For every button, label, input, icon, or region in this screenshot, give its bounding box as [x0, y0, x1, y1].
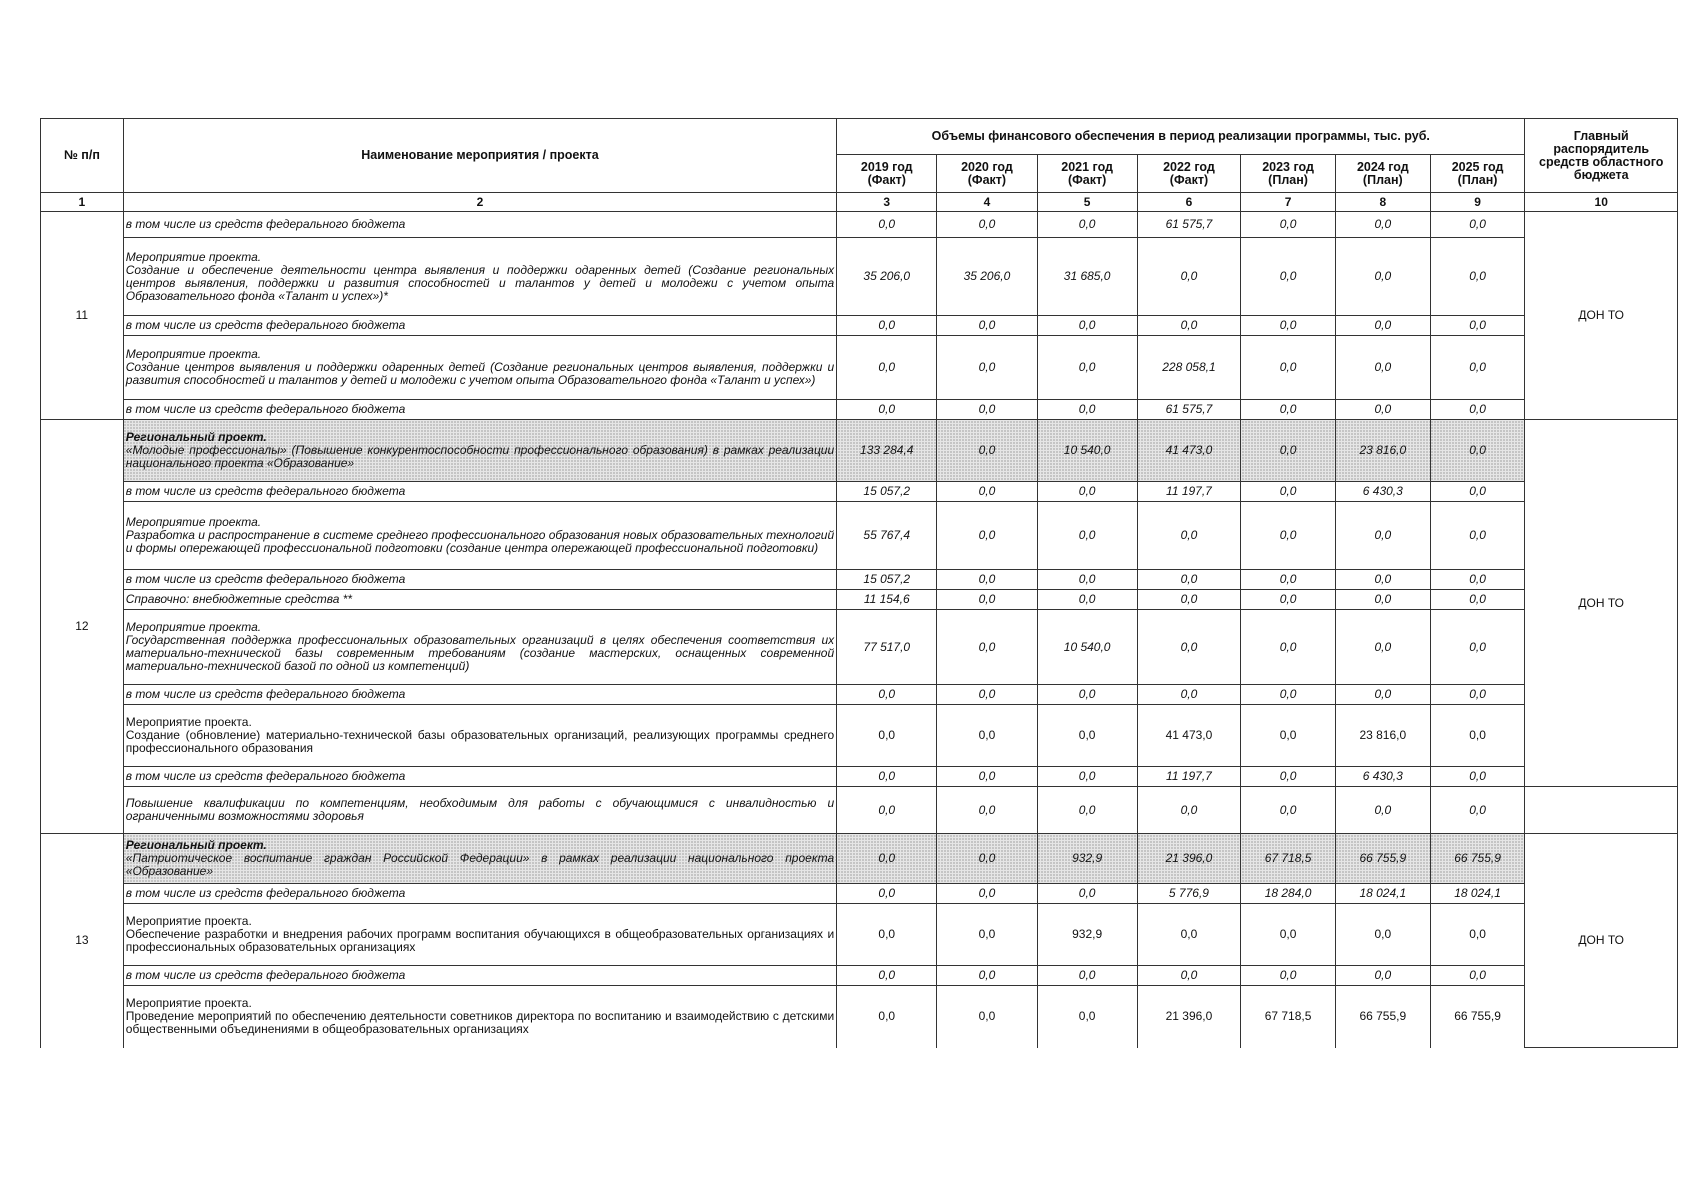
value-cell: 0,0	[1241, 502, 1336, 570]
value-cell: 0,0	[1241, 685, 1336, 705]
value-cell: 0,0	[937, 966, 1037, 986]
value-cell: 0,0	[1430, 966, 1525, 986]
row-name	[123, 482, 836, 502]
table-row	[41, 610, 1678, 685]
value-cell: 0,0	[1137, 787, 1240, 834]
header-col-name: Наименование мероприятия / проекта	[123, 119, 836, 193]
value-cell: 228 058,1	[1137, 336, 1240, 400]
row-name	[123, 884, 836, 904]
value-cell: 0,0	[1430, 502, 1525, 570]
column-number-8: 8	[1335, 193, 1430, 212]
row-description: в том числе из средств федерального бюджета	[125, 687, 406, 701]
table-row	[41, 482, 1678, 502]
value-cell: 0,0	[937, 610, 1037, 685]
value-cell: 5 776,9	[1137, 884, 1240, 904]
header-col-volumes: Объемы финансового обеспечения в период реализации программы, тыс. руб.	[837, 119, 1525, 155]
value-cell: 6 430,3	[1335, 767, 1430, 787]
value-cell: 77 517,0	[837, 610, 937, 685]
financing-table-document	[40, 118, 1678, 1048]
value-cell: 0,0	[1430, 420, 1525, 482]
value-cell: 0,0	[1137, 502, 1240, 570]
value-cell: 0,0	[837, 316, 937, 336]
value-cell: 0,0	[1037, 212, 1137, 238]
row-title: Региональный проект.	[125, 430, 267, 444]
header-year-1	[937, 155, 1037, 193]
value-cell: 0,0	[1335, 610, 1430, 685]
column-number-7: 7	[1241, 193, 1336, 212]
value-cell: 18 024,1	[1335, 884, 1430, 904]
table-row	[41, 590, 1678, 610]
header-year-label: 2025 год	[1451, 159, 1504, 174]
table-row	[41, 502, 1678, 570]
row-description: Обеспечение разработки и внедрения рабочих программ воспитания обучающихся в общеобразовательных организациях и профессиональных образовательных организациях	[125, 927, 835, 954]
value-cell: 66 755,9	[1335, 986, 1430, 1048]
value-cell: 0,0	[937, 400, 1037, 420]
value-cell: 0,0	[937, 316, 1037, 336]
header-year-0	[837, 155, 937, 193]
value-cell: 0,0	[1137, 590, 1240, 610]
table-row	[41, 787, 1678, 834]
value-cell: 0,0	[1037, 590, 1137, 610]
row-name	[123, 834, 836, 884]
table-row	[41, 767, 1678, 787]
value-cell: 66 755,9	[1335, 834, 1430, 884]
value-cell: 0,0	[1241, 570, 1336, 590]
value-cell: 0,0	[1241, 238, 1336, 316]
header-year-label: 2020 год	[961, 159, 1013, 174]
value-cell: 0,0	[937, 482, 1037, 502]
row-name	[123, 986, 836, 1048]
header-year-label: 2022 год	[1163, 159, 1215, 174]
row-description: Государственная поддержка профессиональных образовательных организаций в целях обеспечения соответствия их материально-технической базы современным требованиям (создание мастерских, оснащенных современной материально-технической базой по одной из компетенций)	[125, 633, 835, 673]
value-cell: 23 816,0	[1335, 705, 1430, 767]
row-number: 11	[41, 212, 124, 420]
value-cell: 0,0	[1037, 336, 1137, 400]
value-cell: 0,0	[837, 705, 937, 767]
admin-cell: ДОН ТО	[1525, 212, 1678, 420]
header-year-kind: (План)	[1362, 172, 1403, 187]
table-row	[41, 336, 1678, 400]
row-description: Разработка и распространение в системе среднего профессионального образования новых образовательных технологий и формы опережающей профессиональной подготовки (создание центра опережающей профессиональной подготовки)	[125, 528, 835, 555]
value-cell: 0,0	[937, 212, 1037, 238]
value-cell: 11 197,7	[1137, 767, 1240, 787]
header-year-label: 2019 год	[860, 159, 913, 174]
table-row	[41, 420, 1678, 482]
value-cell: 0,0	[1037, 400, 1137, 420]
value-cell: 0,0	[1241, 316, 1336, 336]
value-cell: 0,0	[937, 705, 1037, 767]
table-row	[41, 570, 1678, 590]
value-cell: 0,0	[1335, 904, 1430, 966]
value-cell: 0,0	[1137, 904, 1240, 966]
row-description: Проведение мероприятий по обеспечению деятельности советников директора по воспитанию и взаимодействию с детскими общественными объединениями в общеобразовательных организациях	[125, 1009, 835, 1037]
value-cell: 0,0	[1430, 610, 1525, 685]
row-description: в том числе из средств федерального бюджета	[125, 318, 406, 332]
header-year-label: 2024 год	[1356, 159, 1409, 174]
column-number-4: 4	[937, 193, 1037, 212]
value-cell: 0,0	[837, 834, 937, 884]
value-cell: 35 206,0	[937, 238, 1037, 316]
value-cell: 0,0	[1335, 590, 1430, 610]
value-cell: 15 057,2	[837, 482, 937, 502]
column-number-3: 3	[837, 193, 937, 212]
header-year-kind: (Факт)	[1169, 172, 1209, 187]
value-cell: 0,0	[1430, 685, 1525, 705]
value-cell: 0,0	[1335, 316, 1430, 336]
column-number-6: 6	[1137, 193, 1240, 212]
value-cell: 0,0	[1241, 787, 1336, 834]
value-cell: 0,0	[837, 767, 937, 787]
value-cell: 6 430,3	[1335, 482, 1430, 502]
value-cell: 31 685,0	[1037, 238, 1137, 316]
value-cell: 0,0	[837, 904, 937, 966]
value-cell: 0,0	[837, 685, 937, 705]
value-cell: 66 755,9	[1430, 834, 1525, 884]
value-cell: 0,0	[837, 986, 937, 1048]
value-cell: 23 816,0	[1335, 420, 1430, 482]
value-cell: 0,0	[1335, 212, 1430, 238]
value-cell: 0,0	[937, 884, 1037, 904]
value-cell: 0,0	[1430, 705, 1525, 767]
value-cell: 0,0	[1335, 238, 1430, 316]
value-cell: 0,0	[1430, 590, 1525, 610]
table-row	[41, 316, 1678, 336]
row-description: Создание и обеспечение деятельности центра выявления и поддержки одаренных детей (Создание региональных центров выявления, поддержки и развития способностей и талантов у детей и молодежи с учетом опыта Образовательного фонда «Талант и успех»)*	[125, 262, 835, 303]
value-cell: 21 396,0	[1137, 986, 1240, 1048]
row-description: в том числе из средств федерального бюджета	[125, 484, 406, 498]
row-title: Мероприятие проекта.	[125, 249, 262, 264]
header-year-kind: (Факт)	[967, 172, 1007, 187]
value-cell: 0,0	[1037, 705, 1137, 767]
value-cell: 0,0	[1037, 767, 1137, 787]
value-cell: 0,0	[1430, 904, 1525, 966]
column-number-5: 5	[1037, 193, 1137, 212]
value-cell: 67 718,5	[1241, 986, 1336, 1048]
header-year-kind: (План)	[1268, 172, 1308, 187]
row-title: Мероприятие проекта.	[125, 996, 252, 1011]
value-cell: 0,0	[1430, 238, 1525, 316]
table-row	[41, 212, 1678, 238]
value-cell: 11 197,7	[1137, 482, 1240, 502]
header-year-3	[1137, 155, 1240, 193]
value-cell: 0,0	[1241, 336, 1336, 400]
row-name	[123, 966, 836, 986]
row-description: «Патриотическое воспитание граждан Российской Федерации» в рамках реализации национального проекта «Образование»	[125, 851, 835, 878]
value-cell: 0,0	[1037, 570, 1137, 590]
value-cell: 67 718,5	[1241, 834, 1336, 884]
value-cell: 0,0	[1430, 482, 1525, 502]
table-row	[41, 966, 1678, 986]
value-cell: 0,0	[937, 986, 1037, 1048]
row-name	[123, 787, 836, 834]
table-row	[41, 685, 1678, 705]
row-name	[123, 590, 836, 610]
value-cell: 0,0	[1037, 685, 1137, 705]
row-title: Мероприятие проекта.	[125, 620, 262, 634]
value-cell: 0,0	[1430, 316, 1525, 336]
value-cell: 66 755,9	[1430, 986, 1525, 1048]
value-cell: 0,0	[937, 767, 1037, 787]
value-cell: 0,0	[937, 787, 1037, 834]
value-cell: 0,0	[1335, 685, 1430, 705]
row-title: Мероприятие проекта.	[125, 914, 252, 928]
value-cell: 0,0	[937, 590, 1037, 610]
value-cell: 0,0	[1430, 767, 1525, 787]
value-cell: 0,0	[1335, 400, 1430, 420]
row-title: Мероприятие проекта.	[125, 715, 252, 729]
row-name	[123, 904, 836, 966]
table-row	[41, 238, 1678, 316]
value-cell: 11 154,6	[837, 590, 937, 610]
row-name	[123, 705, 836, 767]
header-year-6	[1430, 155, 1525, 193]
row-description: «Молодые профессионалы» (Повышение конкурентоспособности профессионального образования) в рамках реализации национального проекта «Образование»	[125, 443, 835, 470]
row-number: 13	[41, 834, 124, 1048]
header-col-no: № п/п	[41, 119, 124, 193]
row-title: Региональный проект.	[125, 838, 267, 852]
row-name	[123, 212, 836, 238]
value-cell: 0,0	[1137, 238, 1240, 316]
row-description: в том числе из средств федерального бюджета	[125, 217, 406, 231]
value-cell: 0,0	[1137, 966, 1240, 986]
value-cell: 0,0	[1037, 482, 1137, 502]
row-name	[123, 610, 836, 685]
value-cell: 0,0	[1241, 212, 1336, 238]
value-cell: 0,0	[1037, 502, 1137, 570]
row-name	[123, 767, 836, 787]
header-year-5	[1335, 155, 1430, 193]
value-cell: 21 396,0	[1137, 834, 1240, 884]
value-cell: 0,0	[1137, 685, 1240, 705]
row-name	[123, 316, 836, 336]
value-cell: 0,0	[1430, 787, 1525, 834]
column-number-9: 9	[1430, 193, 1525, 212]
value-cell: 0,0	[937, 502, 1037, 570]
value-cell: 0,0	[1241, 400, 1336, 420]
value-cell: 15 057,2	[837, 570, 937, 590]
row-title: Мероприятие проекта.	[125, 515, 262, 529]
row-description: в том числе из средств федерального бюджета	[125, 968, 406, 982]
table-row	[41, 705, 1678, 767]
value-cell: 0,0	[937, 570, 1037, 590]
value-cell: 0,0	[1241, 904, 1336, 966]
value-cell: 0,0	[1037, 884, 1137, 904]
value-cell: 0,0	[837, 884, 937, 904]
value-cell: 0,0	[1335, 502, 1430, 570]
value-cell: 0,0	[1335, 787, 1430, 834]
value-cell: 0,0	[1335, 570, 1430, 590]
admin-cell-empty	[1525, 787, 1678, 834]
value-cell: 0,0	[937, 420, 1037, 482]
column-number-10: 10	[1525, 193, 1678, 212]
value-cell: 10 540,0	[1037, 420, 1137, 482]
value-cell: 0,0	[837, 787, 937, 834]
value-cell: 0,0	[1241, 705, 1336, 767]
row-name	[123, 570, 836, 590]
row-description: в том числе из средств федерального бюджета	[125, 572, 406, 586]
value-cell: 0,0	[1037, 316, 1137, 336]
row-name	[123, 336, 836, 400]
header-year-label: 2023 год	[1262, 159, 1314, 174]
value-cell: 932,9	[1037, 834, 1137, 884]
column-number-2: 2	[123, 193, 836, 212]
value-cell: 0,0	[1430, 570, 1525, 590]
value-cell: 0,0	[1037, 986, 1137, 1048]
value-cell: 0,0	[837, 400, 937, 420]
row-name	[123, 400, 836, 420]
header-year-kind: (Факт)	[1067, 172, 1107, 187]
financing-table	[40, 118, 1678, 1048]
table-row	[41, 400, 1678, 420]
value-cell: 0,0	[1137, 610, 1240, 685]
row-description: в том числе из средств федерального бюджета	[125, 886, 406, 900]
value-cell: 35 206,0	[837, 238, 937, 316]
row-description: Повышение квалификации по компетенциям, необходимым для работы с обучающимися с инвалидностью и ограниченными возможностями здоровья	[125, 796, 835, 823]
value-cell: 0,0	[937, 834, 1037, 884]
value-cell: 0,0	[1241, 420, 1336, 482]
header-year-kind: (Факт)	[867, 172, 906, 187]
table-row	[41, 986, 1678, 1048]
row-description: в том числе из средств федерального бюджета	[125, 402, 406, 416]
value-cell: 0,0	[1241, 767, 1336, 787]
value-cell: 61 575,7	[1137, 212, 1240, 238]
value-cell: 0,0	[1037, 787, 1137, 834]
value-cell: 0,0	[1241, 610, 1336, 685]
value-cell: 61 575,7	[1137, 400, 1240, 420]
header-year-4	[1241, 155, 1336, 193]
value-cell: 55 767,4	[837, 502, 937, 570]
value-cell: 0,0	[1335, 336, 1430, 400]
table-row	[41, 884, 1678, 904]
value-cell: 932,9	[1037, 904, 1137, 966]
value-cell: 0,0	[937, 685, 1037, 705]
value-cell: 0,0	[1430, 336, 1525, 400]
row-description: Создание центров выявления и поддержки одаренных детей (Создание региональных центров выявления, поддержки и развития способностей и талантов у детей и молодежи с учетом опыта Образовательного фонда «Талант и успех»)	[125, 360, 835, 387]
value-cell: 0,0	[937, 904, 1037, 966]
admin-cell: ДОН ТО	[1525, 420, 1678, 787]
admin-cell: ДОН ТО	[1525, 834, 1678, 1048]
table-row	[41, 904, 1678, 966]
value-cell: 10 540,0	[1037, 610, 1137, 685]
value-cell: 0,0	[1430, 212, 1525, 238]
value-cell: 0,0	[1137, 570, 1240, 590]
header-year-label: 2021 год	[1061, 159, 1113, 174]
value-cell: 133 284,4	[837, 420, 937, 482]
value-cell: 0,0	[1037, 966, 1137, 986]
row-description: Создание (обновление) материально-технической базы образовательных организаций, реализующих программы среднего профессионального образования	[125, 728, 835, 755]
column-number-1: 1	[41, 193, 124, 212]
value-cell: 0,0	[1430, 400, 1525, 420]
row-name	[123, 502, 836, 570]
row-name	[123, 685, 836, 705]
value-cell: 0,0	[1241, 966, 1336, 986]
value-cell: 0,0	[837, 212, 937, 238]
header-col-admin: Главный распорядитель средств областного бюджета	[1525, 119, 1678, 193]
value-cell: 18 024,1	[1430, 884, 1525, 904]
value-cell: 41 473,0	[1137, 420, 1240, 482]
value-cell: 0,0	[837, 966, 937, 986]
row-description: Справочно: внебюджетные средства **	[125, 592, 353, 606]
value-cell: 0,0	[1137, 316, 1240, 336]
value-cell: 18 284,0	[1241, 884, 1336, 904]
table-row	[41, 834, 1678, 884]
value-cell: 0,0	[1241, 482, 1336, 502]
row-name	[123, 238, 836, 316]
value-cell: 0,0	[1335, 966, 1430, 986]
row-number: 12	[41, 420, 124, 834]
header-year-kind: (План)	[1457, 172, 1498, 187]
row-title: Мероприятие проекта.	[125, 347, 262, 361]
value-cell: 0,0	[837, 336, 937, 400]
value-cell: 41 473,0	[1137, 705, 1240, 767]
value-cell: 0,0	[1241, 590, 1336, 610]
row-description: в том числе из средств федерального бюджета	[125, 769, 406, 783]
header-year-2	[1037, 155, 1137, 193]
row-name	[123, 420, 836, 482]
value-cell: 0,0	[937, 336, 1037, 400]
